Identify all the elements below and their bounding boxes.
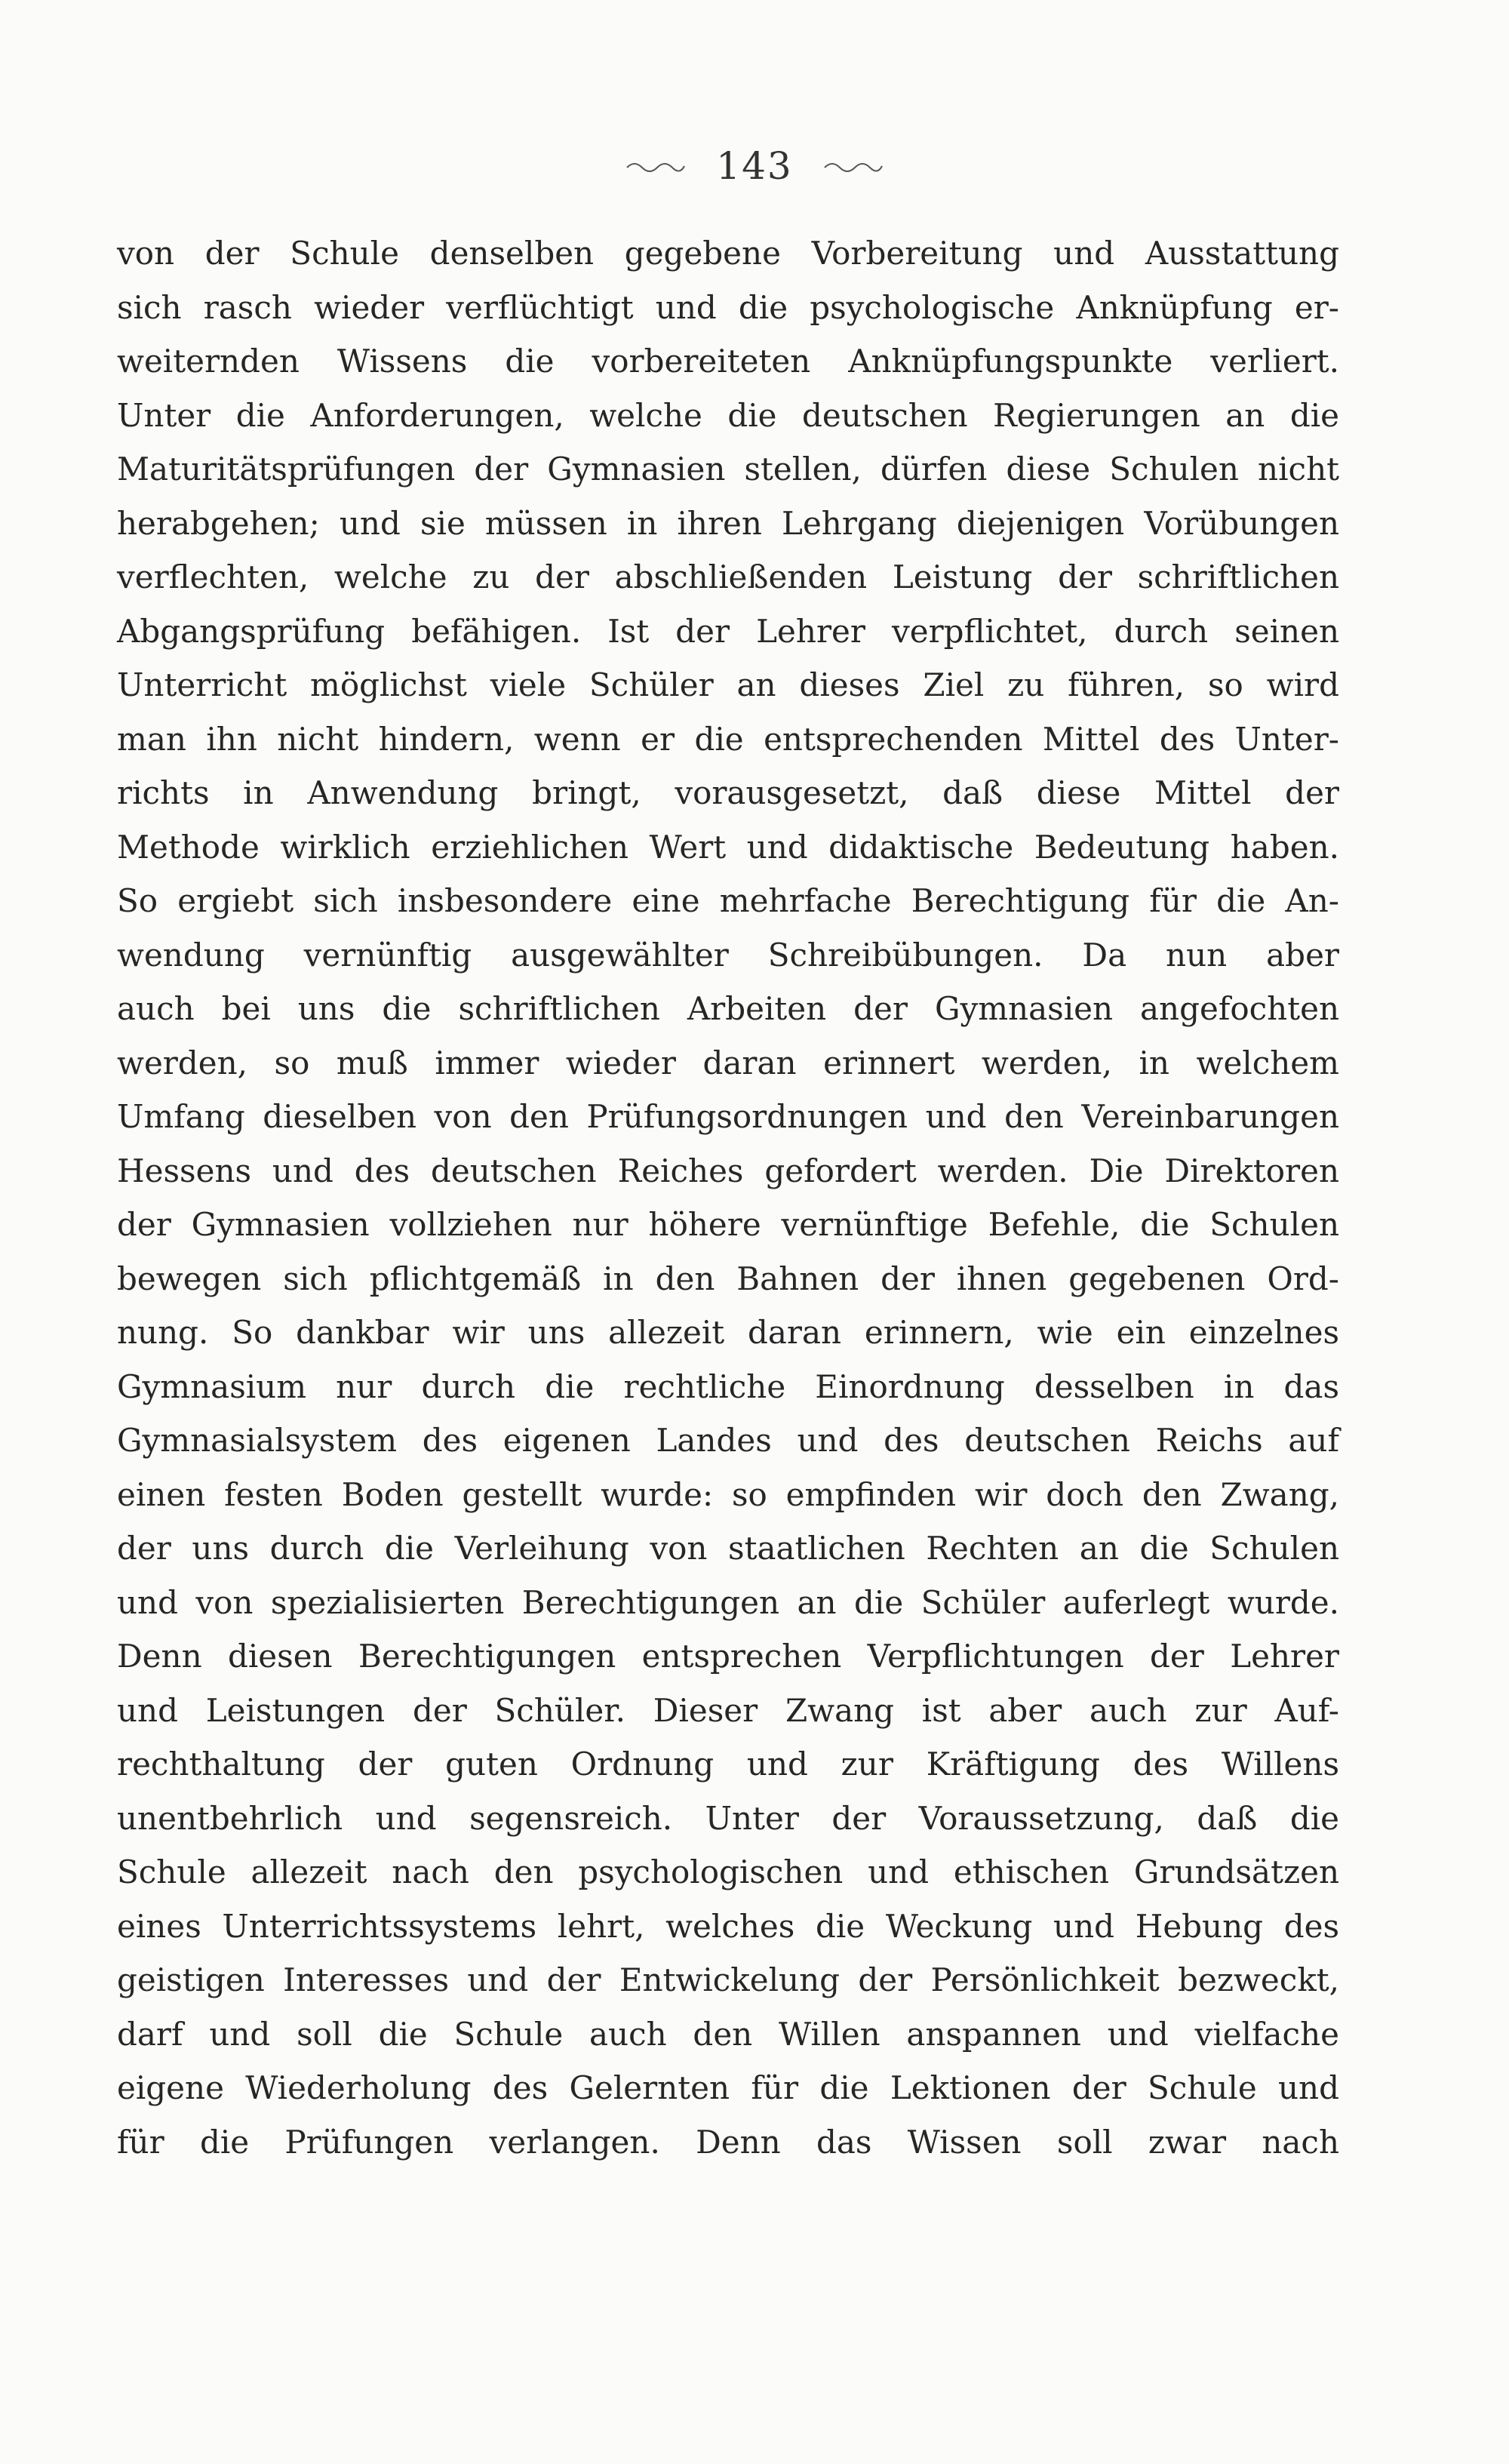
text-line: So ergiebt sich insbesondere eine mehrfache Berechtigung für die An- [117, 882, 1339, 919]
page-number: 143 [716, 144, 793, 188]
text-line: Umfang dieselben von den Prüfungsordnungen und den Vereinbarungen [117, 1098, 1339, 1135]
text-line: und Leistungen der Schüler. Dieser Zwang ist aber auch zur Auf- [117, 1691, 1339, 1729]
text-line: wendung vernünftig ausgewählter Schreibübungen. Da nun aber [117, 936, 1339, 974]
text-line: werden, so muß immer wieder daran erinnert werden, in welchem [117, 1044, 1339, 1081]
text-line: Gymnasium nur durch die rechtliche Einordnung desselben in das [117, 1367, 1339, 1405]
text-line: eigene Wiederholung des Gelernten für die Lektionen der Schule und [117, 2069, 1339, 2106]
text-line: richts in Anwendung bringt, vorausgesetzt, daß diese Mittel der [117, 774, 1339, 811]
text-line: der Gymnasien vollziehen nur höhere vernünftige Befehle, die Schulen [117, 1206, 1339, 1243]
text-line: von der Schule denselben gegebene Vorbereitung und Ausstattung [117, 235, 1339, 272]
text-line: für die Prüfungen verlangen. Denn das Wissen soll zwar nach [117, 2123, 1339, 2161]
text-line: bewegen sich pflichtgemäß in den Bahnen der ihnen gegebenen Ord- [117, 1260, 1339, 1297]
text-line: sich rasch wieder verflüchtigt und die psychologische Anknüpfung er- [117, 288, 1339, 326]
text-line: Unter die Anforderungen, welche die deutschen Regierungen an die [117, 396, 1339, 434]
text-line: Schule allezeit nach den psychologischen und ethischen Grundsätzen [117, 1853, 1339, 1890]
text-line: nung. So dankbar wir uns allezeit daran erinnern, wie ein einzelnes [117, 1314, 1339, 1351]
text-line: man ihn nicht hindern, wenn er die entsprechenden Mittel des Unter- [117, 720, 1339, 758]
text-line: auch bei uns die schriftlichen Arbeiten der Gymnasien angefochten [117, 990, 1339, 1027]
page-header [0, 136, 1509, 196]
body-text [117, 226, 1339, 2169]
text-line: Denn diesen Berechtigungen entsprechen Verpflichtungen der Lehrer [117, 1638, 1339, 1675]
text-line: geistigen Interesses und der Entwickelung der Persönlichkeit bezweckt, [117, 1961, 1339, 1998]
text-line: Maturitätsprüfungen der Gymnasien stellen, dürfen diese Schulen nicht [117, 451, 1339, 488]
text-line: und von spezialisierten Berechtigungen an die Schüler auferlegt wurde. [117, 1583, 1339, 1621]
wavy-ornament-left-icon [625, 158, 686, 174]
text-line: Methode wirklich erziehlichen Wert und didaktische Bedeutung haben. [117, 828, 1339, 866]
text-line: Gymnasialsystem des eigenen Landes und des deutschen Reichs auf [117, 1422, 1339, 1459]
text-line: Abgangsprüfung befähigen. Ist der Lehrer verpflichtet, durch seinen [117, 612, 1339, 650]
text-line: verflechten, welche zu der abschließenden Leistung der schriftlichen [117, 558, 1339, 595]
text-line: darf und soll die Schule auch den Willen anspannen und vielfache [117, 2015, 1339, 2053]
text-line: eines Unterrichtssystems lehrt, welches die Weckung und Hebung des [117, 1907, 1339, 1945]
text-line: Unterricht möglichst viele Schüler an dieses Ziel zu führen, so wird [117, 666, 1339, 703]
wavy-ornament-right-icon [823, 158, 884, 174]
text-line: Hessens und des deutschen Reiches gefordert werden. Die Direktoren [117, 1152, 1339, 1189]
text-line: unentbehrlich und segensreich. Unter der Voraussetzung, daß die [117, 1799, 1339, 1837]
text-line: weiternden Wissens die vorbereiteten Anknüpfungspunkte verliert. [117, 343, 1339, 380]
text-line: einen festen Boden gestellt wurde: so empfinden wir doch den Zwang, [117, 1475, 1339, 1513]
text-line: rechthaltung der guten Ordnung und zur Kräftigung des Willens [117, 1746, 1339, 1783]
text-line: herabgehen; und sie müssen in ihren Lehrgang diejenigen Vorübungen [117, 504, 1339, 542]
text-line: der uns durch die Verleihung von staatlichen Rechten an die Schulen [117, 1530, 1339, 1567]
